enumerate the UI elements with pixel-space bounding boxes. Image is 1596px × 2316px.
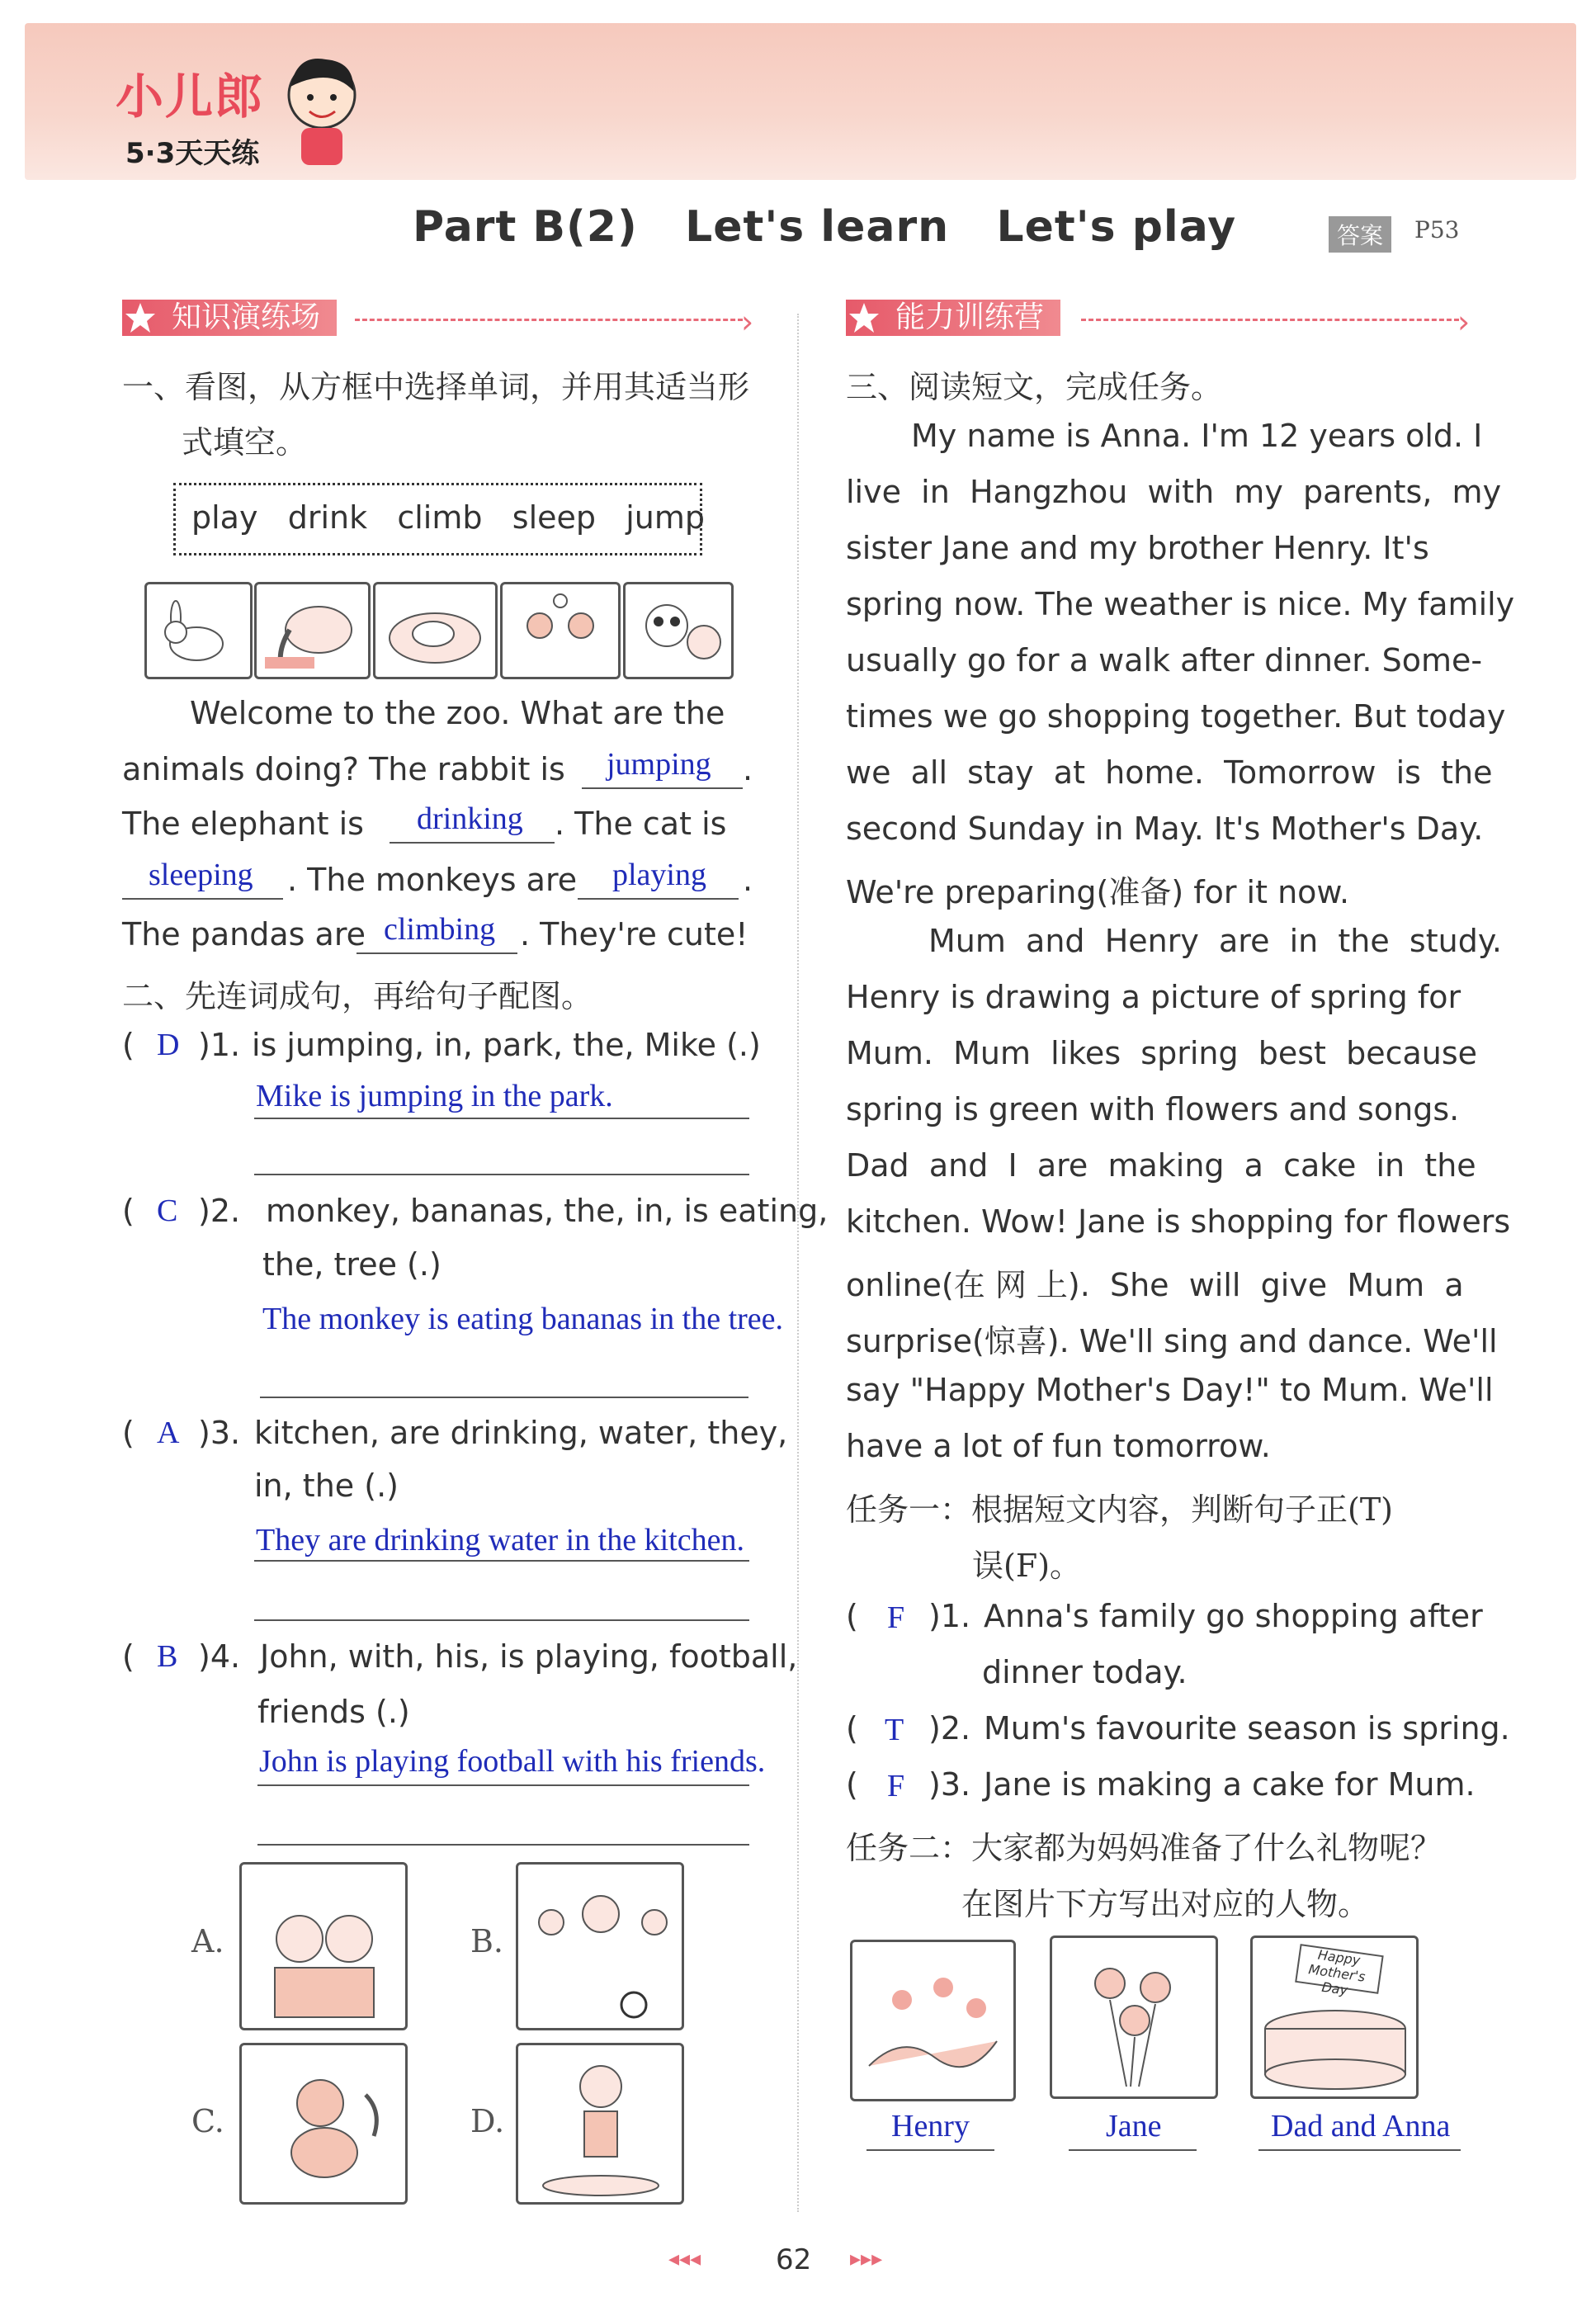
- passage-line-1: My name is Anna. I'm 12 years old. I: [911, 418, 1483, 454]
- choice-3: A: [157, 1416, 180, 1450]
- task2-instruction: 任务二：大家都为妈妈准备了什么礼物呢？: [846, 1830, 1443, 1866]
- arrow-icon: ›: [1457, 304, 1471, 340]
- logo-title: 小儿郎: [116, 69, 265, 125]
- word-sleep: sleep: [512, 499, 596, 536]
- tf-answer-1: F: [887, 1600, 905, 1635]
- q3-instruction: 三、阅读短文，完成任务。: [846, 369, 1223, 405]
- picture-spring-drawing: [850, 1940, 1016, 2101]
- pandas-picture: [623, 582, 734, 679]
- q1-line-4-post: .: [743, 862, 753, 898]
- paren-open: (: [122, 1415, 135, 1451]
- picture-a-drinking-water: [239, 1862, 408, 2030]
- passage-line-2: live in Hangzhou with my parents, my: [846, 474, 1502, 510]
- pic-label-a: A.: [191, 1923, 224, 1959]
- picture-c-monkey-banana: [239, 2043, 408, 2205]
- paren-open: (: [122, 1193, 135, 1229]
- answer-elephant: drinking: [417, 801, 523, 836]
- passage-line-14: Dad and I are making a cake in the: [846, 1147, 1476, 1184]
- column-divider: [797, 314, 799, 2212]
- passage-line-7: we all stay at home. Tomorrow is the: [846, 754, 1493, 791]
- q2-instruction: 二、先连词成句，再给句子配图。: [122, 978, 593, 1014]
- tf-statement-3: Jane is making a cake for Mum.: [984, 1766, 1476, 1803]
- boy-mascot-icon: [281, 50, 363, 173]
- elephant-picture: [254, 582, 371, 679]
- passage-line-16: online(在 网 上). She will give Mum a: [846, 1267, 1464, 1303]
- q1-line-2-post: .: [743, 751, 753, 787]
- word-jump: jump: [626, 499, 706, 536]
- tf-num-1: )1.: [928, 1598, 971, 1634]
- paren-open: (: [846, 1766, 858, 1803]
- passage-line-9: We're preparing(准备) for it now.: [846, 874, 1350, 910]
- picture-d-jumping-park: [516, 2043, 684, 2205]
- num-3: )3.: [198, 1415, 241, 1451]
- card-text: Happy Mother's Day: [1307, 1946, 1367, 1998]
- tf-answer-3: F: [887, 1769, 905, 1803]
- answer-3: They are drinking water in the kitchen.: [256, 1523, 744, 1557]
- tf-statement-2: Mum's favourite season is spring.: [984, 1710, 1510, 1746]
- q1-line-3-pre: The elephant is: [122, 806, 364, 842]
- picture-flowers: [1050, 1936, 1218, 2099]
- passage-line-11: Henry is drawing a picture of spring for: [846, 979, 1461, 1015]
- paren-open: (: [122, 1638, 135, 1675]
- words-2: monkey, bananas, the, in, is eating,: [266, 1193, 829, 1229]
- answer-cat: sleeping: [149, 858, 253, 892]
- num-1: )1.: [198, 1027, 241, 1063]
- q1-line-5-post: . They're cute!: [520, 916, 748, 952]
- answer-line-3b[interactable]: [254, 1583, 749, 1621]
- word-drink: drink: [287, 499, 368, 536]
- answer-1: Mike is jumping in the park.: [256, 1079, 613, 1113]
- passage-line-15: kitchen. Wow! Jane is shopping for flowers: [846, 1203, 1511, 1240]
- passage-line-5: usually go for a walk after dinner. Some-: [846, 642, 1483, 678]
- q1-line-4-mid: . The monkeys are: [287, 862, 578, 898]
- words-1: is jumping, in, park, the, Mike (.): [252, 1027, 761, 1063]
- section-dashline: [355, 319, 743, 321]
- section-knowledge-label: 知识演练场: [172, 300, 321, 334]
- passage-line-13: spring is green with flowers and songs.: [846, 1091, 1460, 1127]
- monkeys-picture: [500, 582, 621, 679]
- tf-statement-1: Anna's family go shopping after: [984, 1598, 1483, 1634]
- answer-line-1b[interactable]: [254, 1137, 749, 1175]
- cat-picture: [373, 582, 498, 679]
- tf-statement-1b: dinner today.: [982, 1654, 1188, 1690]
- q1-instruction-cont: 式填空。: [182, 424, 308, 461]
- word-climb: climb: [397, 499, 483, 536]
- task1-instruction-cont: 误(F)。: [972, 1548, 1082, 1584]
- paren-open: (: [846, 1598, 858, 1634]
- pic-label-d: D.: [470, 2103, 505, 2139]
- choice-2: C: [157, 1193, 178, 1228]
- task1-instruction: 任务一：根据短文内容，判断句子正(T): [846, 1491, 1393, 1528]
- passage-line-10: Mum and Henry are in the study.: [928, 923, 1502, 959]
- choice-4: B: [157, 1639, 178, 1674]
- paren-open: (: [122, 1027, 135, 1063]
- words-4b: friends (.): [257, 1694, 410, 1730]
- paren-open: (: [846, 1710, 858, 1746]
- num-4: )4.: [198, 1638, 241, 1675]
- passage-line-6: times we go shopping together. But today: [846, 698, 1506, 735]
- prev-arrows-icon: ◂◂◂: [668, 2247, 701, 2271]
- arrow-icon: ›: [741, 304, 754, 340]
- answer-line-2[interactable]: [260, 1360, 748, 1398]
- next-arrows-icon: ▸▸▸: [850, 2247, 883, 2271]
- passage-line-18: say "Happy Mother's Day!" to Mum. We'll: [846, 1372, 1494, 1408]
- logo-subtitle: 5·3天天练: [125, 137, 260, 170]
- words-3: kitchen, are drinking, water, they,: [254, 1415, 788, 1451]
- words-2b: the, tree (.): [262, 1246, 441, 1283]
- tf-answer-2: T: [885, 1713, 904, 1747]
- answer-2: The monkey is eating bananas in the tree.: [262, 1302, 784, 1336]
- answer-line-4b[interactable]: [257, 1808, 749, 1846]
- q1-line-2-pre: animals doing? The rabbit is: [122, 751, 565, 787]
- section-ability-label: 能力训练营: [895, 300, 1045, 334]
- passage-line-3: sister Jane and my brother Henry. It's: [846, 530, 1429, 566]
- pic-label-b: B.: [470, 1923, 504, 1959]
- tf-num-2: )2.: [928, 1710, 971, 1746]
- passage-line-19: have a lot of fun tomorrow.: [846, 1428, 1271, 1464]
- q1-line-3-post: . The cat is: [555, 806, 727, 842]
- task2-instruction-cont: 在图片下方写出对应的人物。: [961, 1886, 1370, 1922]
- star-icon: [848, 301, 881, 334]
- section-dashline: [1081, 319, 1459, 321]
- gift-answer-1: Henry: [891, 2109, 970, 2143]
- choice-1: D: [157, 1028, 180, 1062]
- answer-rabbit: jumping: [607, 747, 711, 782]
- pic-label-c: C.: [191, 2103, 224, 2139]
- passage-line-8: second Sunday in May. It's Mother's Day.: [846, 811, 1484, 847]
- answer-label: 答案: [1329, 216, 1391, 253]
- page-title: Part B(2) Let's learn Let's play: [413, 202, 1237, 252]
- passage-line-12: Mum. Mum likes spring best because: [846, 1035, 1478, 1071]
- tf-num-3: )3.: [928, 1766, 971, 1803]
- page-number: 62: [776, 2243, 812, 2276]
- words-4: John, with, his, is playing, football,: [260, 1638, 798, 1675]
- answer-pandas: climbing: [384, 912, 496, 947]
- word-list: [191, 499, 705, 536]
- gift-answer-3: Dad and Anna: [1271, 2109, 1451, 2143]
- q1-instruction: 一、看图，从方框中选择单词，并用其适当形: [122, 369, 750, 405]
- star-icon: [124, 301, 157, 334]
- q1-line-5-pre: The pandas are: [122, 916, 366, 952]
- answer-page: P53: [1414, 216, 1460, 243]
- answer-monkeys: playing: [612, 858, 706, 892]
- picture-b-football: [516, 1862, 684, 2030]
- word-play: play: [191, 499, 258, 536]
- answer-4: John is playing football with his friends.: [259, 1744, 766, 1779]
- rabbit-picture: [144, 582, 253, 679]
- words-3b: in, the (.): [254, 1468, 399, 1504]
- q1-line-1: Welcome to the zoo. What are the: [190, 695, 725, 731]
- passage-line-17: surprise(惊喜). We'll sing and dance. We'll: [846, 1323, 1498, 1359]
- passage-line-4: spring now. The weather is nice. My family: [846, 586, 1515, 622]
- gift-answer-2: Jane: [1106, 2109, 1162, 2143]
- num-2: )2.: [198, 1193, 241, 1229]
